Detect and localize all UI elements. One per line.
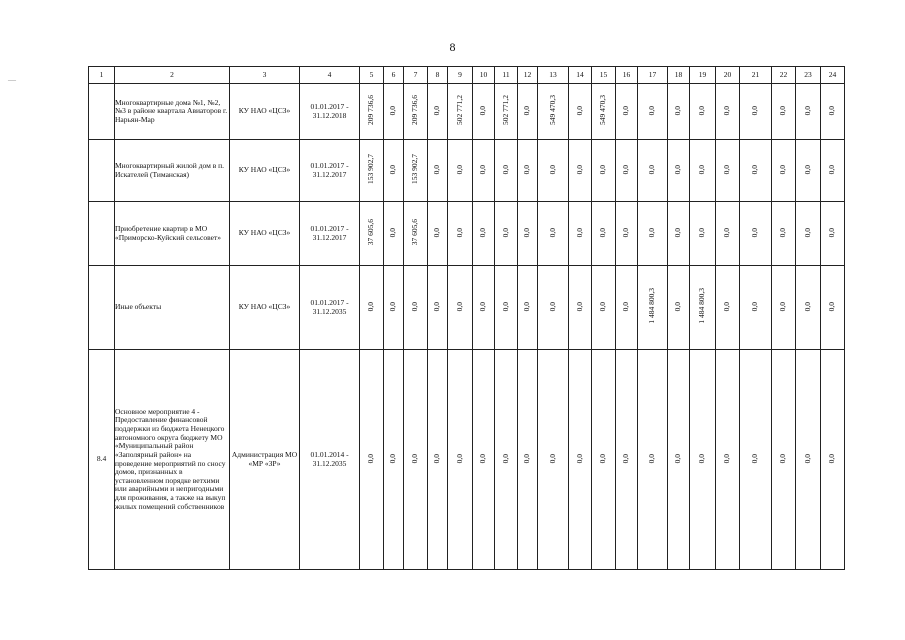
value-cell [592,84,616,140]
value-text: 0,0 [621,105,631,115]
value-text: 0,0 [778,164,788,174]
value-cell [538,202,569,266]
margin-mark: — [8,75,16,84]
value-cell [384,84,404,140]
value-cell [538,84,569,140]
value-cell [404,202,428,266]
header-cell: 19 [690,67,716,84]
value-text: 0,0 [697,105,707,115]
value-cell [690,202,716,266]
value-cell [360,202,384,266]
value-text: 0,0 [750,105,760,115]
value-text: 0,0 [778,227,788,237]
value-text: 0,0 [621,453,631,463]
value-cell [796,202,821,266]
value-cell [638,140,668,202]
value-cell [796,350,821,570]
header-cell: 23 [796,67,821,84]
value-cell [592,140,616,202]
value-text: 0,0 [388,453,398,463]
value-text: 0,0 [547,227,557,237]
value-cell [690,350,716,570]
value-text: 0,0 [478,453,488,463]
value-cell [772,266,796,350]
value-text: 549 470,3 [547,95,557,126]
value-text: 0,0 [410,301,420,311]
value-text: 0,0 [802,301,812,311]
value-cell [821,140,845,202]
value-text: 502 771,2 [500,95,510,126]
period-cell: 01.01.2017 - 31.12.2035 [300,266,360,350]
executor-cell: КУ НАО «ЦСЗ» [230,266,300,350]
value-cell [360,140,384,202]
value-text: 0,0 [388,164,398,174]
executor-cell: КУ НАО «ЦСЗ» [230,140,300,202]
value-text: 0,0 [827,105,837,115]
value-text: 0,0 [478,105,488,115]
value-cell [495,266,518,350]
value-text: 0,0 [454,227,464,237]
value-text: 0,0 [388,301,398,311]
value-cell [616,266,638,350]
value-cell [448,202,473,266]
value-text: 0,0 [827,453,837,463]
value-cell [616,84,638,140]
value-text: 0,0 [722,105,732,115]
header-cell: 20 [716,67,740,84]
value-text: 0,0 [673,227,683,237]
value-cell [518,350,538,570]
value-text: 0,0 [410,453,420,463]
value-text: 0,0 [388,227,398,237]
value-text: 1 484 800,3 [647,288,657,324]
value-cell [716,84,740,140]
header-row [89,67,845,84]
value-text: 0,0 [500,301,510,311]
value-cell [821,202,845,266]
value-cell [473,266,495,350]
value-text: 0,0 [500,453,510,463]
value-text: 0,0 [697,164,707,174]
value-cell [428,84,448,140]
value-text: 549 470,3 [598,95,608,126]
value-text: 37 605,6 [366,219,376,246]
value-cell [473,84,495,140]
header-cell: 16 [616,67,638,84]
value-text: 0,0 [673,301,683,311]
executor-cell: КУ НАО «ЦСЗ» [230,84,300,140]
value-cell [821,266,845,350]
value-cell [428,350,448,570]
value-cell [592,266,616,350]
header-cell: 24 [821,67,845,84]
value-text: 0,0 [522,105,532,115]
value-cell [796,140,821,202]
value-text: 0,0 [802,105,812,115]
value-text: 0,0 [574,227,584,237]
value-text: 0,0 [454,164,464,174]
value-text: 0,0 [722,301,732,311]
value-text: 0,0 [778,301,788,311]
value-cell [538,266,569,350]
header-cell: 9 [448,67,473,84]
value-cell [448,140,473,202]
value-cell [360,266,384,350]
value-cell [690,266,716,350]
table-row [89,140,845,202]
value-cell [772,140,796,202]
value-cell [448,266,473,350]
value-text: 0,0 [621,164,631,174]
value-cell [518,266,538,350]
value-cell [740,84,772,140]
value-text: 0,0 [697,227,707,237]
value-text: 0,0 [522,453,532,463]
value-text: 0,0 [547,301,557,311]
value-cell [690,84,716,140]
header-cell: 5 [360,67,384,84]
value-cell [796,266,821,350]
table-row [89,84,845,140]
value-cell [473,140,495,202]
value-cell [638,84,668,140]
value-cell [821,350,845,570]
value-cell [518,202,538,266]
activity-name-cell: Приобретение квартир в МО «Приморско-Куйский сельсовет» [115,202,230,266]
value-text: 0,0 [673,164,683,174]
value-text: 0,0 [750,453,760,463]
value-cell [428,140,448,202]
value-text: 0,0 [647,105,657,115]
header-cell: 3 [230,67,300,84]
value-cell [772,350,796,570]
value-text: 0,0 [621,301,631,311]
value-text: 0,0 [750,301,760,311]
value-text: 0,0 [478,164,488,174]
header-cell: 8 [428,67,448,84]
value-cell [569,350,592,570]
value-cell [740,350,772,570]
value-cell [772,84,796,140]
value-cell [821,84,845,140]
period-cell: 01.01.2017 - 31.12.2017 [300,140,360,202]
row-number-cell [89,140,115,202]
value-text: 0,0 [574,453,584,463]
value-cell [638,266,668,350]
activity-name-cell: Основное мероприятие 4 - Предоставление финансовой поддержки из бюджета Ненецкого автономного округа бюджету МО «Муниципальный район «Заполярный район» на проведение мероприятий по сносу домов, признанных в установленном порядке ветхими или аварийными и непригодными для проживания, а также на выкуп жилых помещений собственников [115,350,230,570]
value-cell [740,140,772,202]
value-cell [616,202,638,266]
value-text: 0,0 [574,105,584,115]
value-text: 0,0 [802,164,812,174]
value-text: 0,0 [366,301,376,311]
value-cell [495,84,518,140]
header-cell: 12 [518,67,538,84]
header-cell: 18 [668,67,690,84]
value-text: 0,0 [522,301,532,311]
value-cell [428,202,448,266]
value-cell [690,140,716,202]
value-text: 0,0 [778,453,788,463]
page-number: 8 [449,40,456,54]
value-cell [740,266,772,350]
value-cell [616,350,638,570]
value-cell [716,202,740,266]
budget-table [88,66,845,570]
header-cell: 1 [89,67,115,84]
value-text: 0,0 [522,164,532,174]
value-text: 209 736,6 [366,95,376,126]
value-cell [384,350,404,570]
value-text: 0,0 [802,227,812,237]
value-cell [538,350,569,570]
header-cell: 17 [638,67,668,84]
value-text: 0,0 [366,453,376,463]
value-text: 0,0 [647,453,657,463]
value-text: 0,0 [827,164,837,174]
value-text: 0,0 [778,105,788,115]
value-cell [404,266,428,350]
value-cell [473,202,495,266]
value-text: 0,0 [697,453,707,463]
value-text: 0,0 [432,105,442,115]
period-cell: 01.01.2017 - 31.12.2018 [300,84,360,140]
value-cell [668,84,690,140]
value-text: 0,0 [522,227,532,237]
value-cell [448,84,473,140]
row-number-cell [89,202,115,266]
value-cell [569,84,592,140]
value-text: 0,0 [750,227,760,237]
value-text: 0,0 [547,453,557,463]
value-cell [518,84,538,140]
value-text: 0,0 [454,301,464,311]
value-cell [616,140,638,202]
value-text: 0,0 [547,164,557,174]
value-cell [518,140,538,202]
value-cell [473,350,495,570]
value-cell [569,266,592,350]
header-cell: 21 [740,67,772,84]
period-cell: 01.01.2017 - 31.12.2017 [300,202,360,266]
value-cell [448,350,473,570]
value-text: 1 484 800,3 [697,288,707,324]
value-cell [404,84,428,140]
value-cell [569,202,592,266]
value-text: 0,0 [598,227,608,237]
value-text: 0,0 [827,227,837,237]
header-cell: 4 [300,67,360,84]
value-text: 0,0 [574,301,584,311]
header-cell: 6 [384,67,404,84]
header-cell: 10 [473,67,495,84]
value-text: 0,0 [598,453,608,463]
row-number-cell [89,84,115,140]
value-cell [716,140,740,202]
value-cell [592,202,616,266]
value-text: 0,0 [500,227,510,237]
value-text: 0,0 [478,227,488,237]
value-cell [404,350,428,570]
value-cell [668,140,690,202]
value-cell [384,266,404,350]
header-cell: 15 [592,67,616,84]
period-cell: 01.01.2014 - 31.12.2035 [300,350,360,570]
activity-name-cell: Многоквартирные дома №1, №2, №3 в районе квартала Авиаторов г. Нарьян-Мар [115,84,230,140]
value-cell [495,140,518,202]
value-cell [495,202,518,266]
header-cell: 7 [404,67,428,84]
value-text: 0,0 [598,301,608,311]
table-row [89,350,845,570]
executor-cell: КУ НАО «ЦСЗ» [230,202,300,266]
value-cell [384,202,404,266]
value-text: 0,0 [598,164,608,174]
activity-name-cell: Иные объекты [115,266,230,350]
value-text: 0,0 [500,164,510,174]
value-cell [772,202,796,266]
value-cell [668,202,690,266]
value-cell [569,140,592,202]
header-cell: 2 [115,67,230,84]
value-cell [428,266,448,350]
value-text: 0,0 [673,453,683,463]
value-text: 0,0 [722,453,732,463]
value-cell [360,84,384,140]
value-text: 0,0 [432,164,442,174]
value-text: 0,0 [574,164,584,174]
value-text: 0,0 [722,227,732,237]
value-cell [796,84,821,140]
value-text: 0,0 [454,453,464,463]
executor-cell: Администрация МО «МР «ЗР» [230,350,300,570]
header-cell: 13 [538,67,569,84]
value-cell [384,140,404,202]
value-text: 153 902,7 [366,154,376,185]
value-text: 0,0 [673,105,683,115]
value-cell [740,202,772,266]
header-cell: 14 [569,67,592,84]
row-number-cell: 8.4 [89,350,115,570]
value-text: 502 771,2 [454,95,464,126]
value-cell [592,350,616,570]
value-text: 0,0 [750,164,760,174]
value-text: 0,0 [827,301,837,311]
value-text: 0,0 [432,227,442,237]
value-cell [638,202,668,266]
value-text: 0,0 [388,105,398,115]
value-cell [495,350,518,570]
value-cell [668,266,690,350]
value-text: 209 736,6 [410,95,420,126]
value-text: 0,0 [432,453,442,463]
value-text: 0,0 [647,164,657,174]
value-text: 0,0 [432,301,442,311]
value-cell [538,140,569,202]
header-cell: 22 [772,67,796,84]
value-text: 153 902,7 [410,154,420,185]
activity-name-cell: Многоквартирный жилой дом в п. Искателей (Тиманская) [115,140,230,202]
value-cell [716,266,740,350]
value-cell [668,350,690,570]
value-text: 0,0 [647,227,657,237]
value-text: 0,0 [621,227,631,237]
header-cell: 11 [495,67,518,84]
value-text: 37 605,6 [410,219,420,246]
value-text: 0,0 [478,301,488,311]
row-number-cell [89,266,115,350]
value-cell [716,350,740,570]
value-cell [360,350,384,570]
value-cell [638,350,668,570]
value-text: 0,0 [722,164,732,174]
value-text: 0,0 [802,453,812,463]
value-cell [404,140,428,202]
table-row [89,266,845,350]
table-row [89,202,845,266]
